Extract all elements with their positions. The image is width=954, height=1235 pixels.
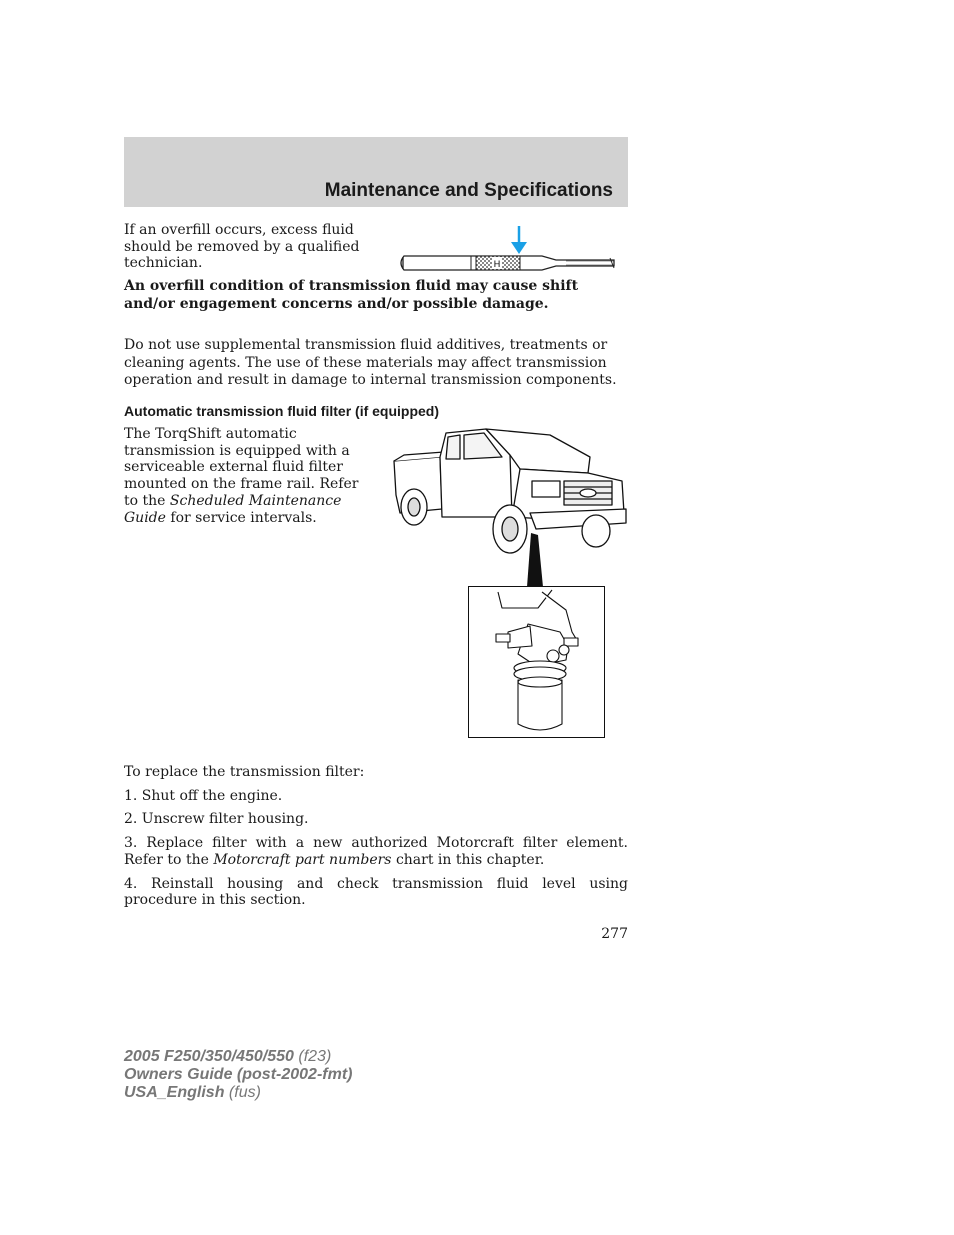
footer-line-2	[124, 1066, 352, 1084]
motorcraft-part-numbers-reference: Motorcraft part numbers	[213, 851, 392, 868]
transmission-filter-detail-illustration	[468, 586, 606, 739]
filter-section-heading: Automatic transmission fluid filter (if equipped)	[124, 403, 440, 419]
filter-replacement-steps	[124, 764, 628, 916]
scheduled-maintenance-guide-reference: Scheduled Maintenance Guide	[124, 492, 342, 526]
footer-language: USA_English	[124, 1084, 225, 1101]
steps-intro: To replace the transmission filter:	[124, 764, 365, 780]
footer-line-3	[124, 1084, 352, 1102]
filter-intro-paragraph	[124, 426, 374, 526]
footer-language-code: (fus)	[224, 1084, 261, 1101]
pickup-truck-illustration	[390, 425, 630, 590]
footer-model: 2005 F250/350/450/550	[124, 1048, 294, 1065]
dipstick-illustration	[396, 224, 618, 276]
step-3	[124, 835, 628, 868]
filter-intro-text: The TorqShift automatic transmission is equipped with a serviceable external fluid filter mounted on the frame rail. Refer to the	[124, 426, 359, 509]
additives-paragraph: Do not use supplemental transmission fluid additives, treatments or cleaning agents. The use of these materials may affect transmission operation and result in damage to internal transmission components.	[124, 337, 617, 388]
footer-line-1	[124, 1048, 352, 1066]
step-3-text: 3. Replace filter with a new authorized Motorcraft filter element. Refer to the	[124, 835, 628, 868]
page-number: 277	[601, 926, 628, 942]
step-3-text-end: chart in this chapter.	[391, 851, 545, 868]
section-title: Maintenance and Specifications	[324, 180, 613, 201]
step-1: 1. Shut off the engine.	[124, 787, 283, 804]
section-header	[124, 137, 628, 207]
footer-model-code: (f23)	[293, 1048, 332, 1065]
overfill-paragraph: If an overfill occurs, excess fluid should be removed by a qualified technician.	[124, 222, 360, 272]
dipstick-mark-label: H	[493, 259, 501, 269]
dipstick-arrow	[511, 226, 527, 254]
step-2: 2. Unscrew filter housing.	[124, 811, 309, 828]
filter-intro-text-end: for service intervals.	[165, 509, 317, 526]
footer-guide-name: Owners Guide (post-2002-fmt)	[124, 1066, 353, 1083]
overfill-warning: An overfill condition of transmission fluid may cause shift and/or engagement concerns and/or possible damage.	[124, 278, 579, 312]
step-4: 4. Reinstall housing and check transmission fluid level using procedure in this section.	[124, 875, 628, 909]
document-footer	[124, 1048, 352, 1102]
